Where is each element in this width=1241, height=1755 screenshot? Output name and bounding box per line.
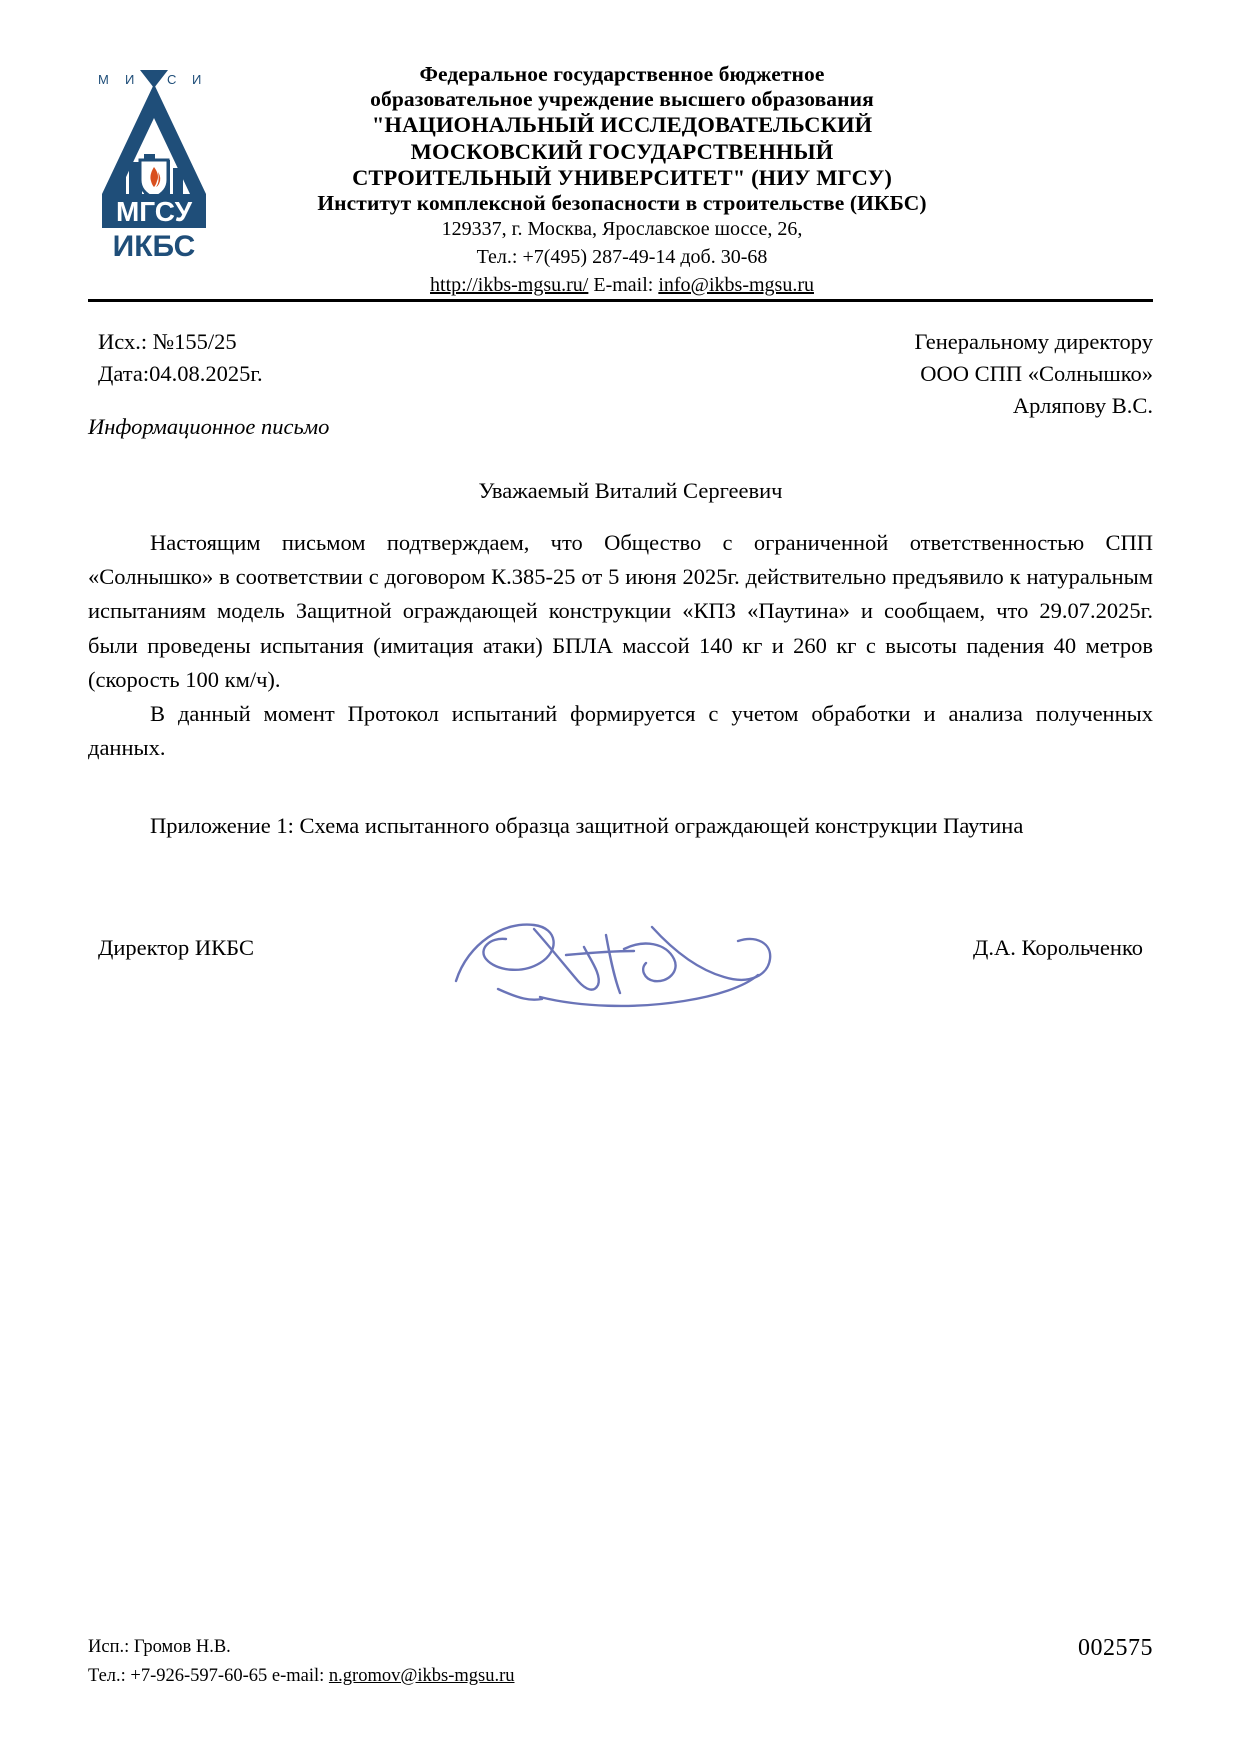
footer-executor: Исп.: Громов Н.В. — [88, 1637, 231, 1657]
footer-executor-block — [88, 1633, 515, 1690]
org-web-email-line — [232, 272, 1012, 300]
header-divider-rule — [88, 299, 1153, 302]
body-paragraph-2: В данный момент Протокол испытаний формируется с учетом обработки и анализа полученных данных. — [88, 700, 1153, 761]
signature-block — [98, 935, 1143, 985]
reference-block — [98, 326, 263, 390]
svg-text:С: С — [167, 72, 177, 87]
org-line-1: Федеральное государственное бюджетное — [419, 62, 825, 86]
org-phone: Тел.: +7(495) 287-49-14 доб. 30-68 — [476, 245, 768, 268]
footer-email-link[interactable]: n.gromov@ikbs-mgsu.ru — [328, 1665, 515, 1686]
footer-contact-line — [88, 1662, 515, 1691]
org-line-4: МОСКОВСКИЙ ГОСУДАРСТВЕННЫЙ — [410, 138, 834, 164]
appendix-paragraph: Приложение 1: Схема испытанного образца защитной ограждающей конструкции Паутина — [150, 813, 1024, 839]
org-line-2: образовательное учреждение высшего образования — [370, 87, 874, 112]
org-email-link[interactable]: info@ikbs-mgsu.ru — [658, 273, 814, 296]
svg-text:М: М — [98, 72, 109, 87]
svg-text:И: И — [125, 72, 135, 87]
signatory-name: Д.А. Корольченко — [973, 935, 1143, 960]
addressee-name: Арляпову В.С. — [1012, 392, 1153, 418]
org-website-link[interactable]: http://ikbs-mgsu.ru/ — [430, 273, 589, 296]
document-footer — [88, 1633, 1153, 1693]
handwritten-signature — [438, 909, 798, 1014]
document-date: Дата:04.08.2025г. — [98, 360, 263, 386]
footer-contact-prefix: Тел.: +7-926-597-60-65 e-mail: — [88, 1665, 329, 1686]
addressee-company: ООО СПП «Солнышко» — [920, 360, 1153, 386]
mgsu-ikbs-logo — [88, 62, 228, 262]
body-paragraph-1: Настоящим письмом подтверждаем, что Общество с ограниченной ответственностью СПП «Солнышко» в соответствии с договором К.385-25 от 5 июня 2025г. действительно предъявило к натуральным испытаниям модель Защитной ограждающей конструкции «КПЗ «Паутина» и сообщаем, что 29.07.2025г. были проведены испытания (имитация атаки) БПЛА массой 140 кг и 260 кг с высоты падения 40 метров (скорость 100 км/ч). — [88, 530, 1153, 692]
organization-name-block — [232, 62, 1012, 299]
org-line-6: Институт комплексной безопасности в строительстве (ИКБС) — [317, 191, 927, 216]
addressee-position: Генеральному директору — [914, 329, 1153, 354]
letterhead — [0, 0, 1241, 300]
outgoing-number: Исх.: №155/25 — [98, 329, 237, 354]
org-address: 129337, г. Москва, Ярославское шоссе, 26, — [441, 218, 803, 241]
addressee-block — [914, 326, 1153, 422]
org-line-3: "НАЦИОНАЛЬНЫЙ ИССЛЕДОВАТЕЛЬСКИЙ — [371, 112, 873, 138]
signatory-title: Директор ИКБС — [98, 935, 254, 960]
org-email-label: E-mail: — [593, 273, 654, 296]
page-serial-number: 002575 — [1078, 1635, 1153, 1661]
svg-text:И: И — [192, 72, 202, 87]
org-line-5: СТРОИТЕЛЬНЫЙ УНИВЕРСИТЕТ" (НИУ МГСУ) — [352, 164, 892, 190]
letter-body — [88, 478, 1153, 844]
document-subject: Информационное письмо — [88, 414, 330, 439]
salutation: Уважаемый Виталий Сергеевич — [478, 478, 783, 503]
svg-text:ИКБС: ИКБС — [112, 230, 196, 262]
svg-text:МГСУ: МГСУ — [115, 196, 193, 227]
